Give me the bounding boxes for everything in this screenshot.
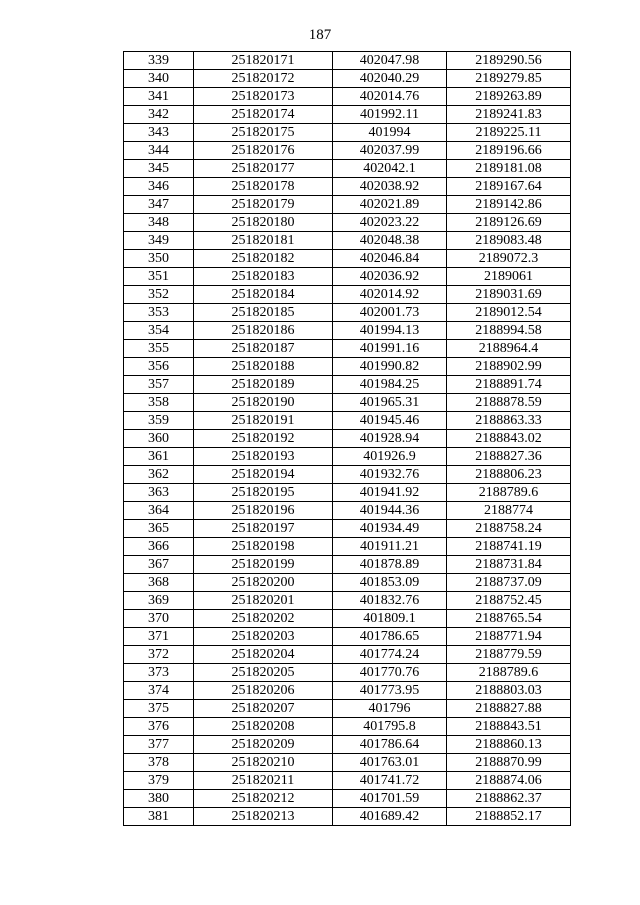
- table-row: [124, 700, 571, 718]
- cadastral-id-cell: 251820206: [194, 682, 333, 700]
- table-row: [124, 538, 571, 556]
- point-number-cell: 381: [124, 808, 194, 826]
- table-row: [124, 160, 571, 178]
- x-coordinate-cell: 401990.82: [333, 358, 447, 376]
- table-row: [124, 736, 571, 754]
- table-row: [124, 232, 571, 250]
- point-number-cell: 341: [124, 88, 194, 106]
- cadastral-id-cell: 251820197: [194, 520, 333, 538]
- y-coordinate-cell: 2188737.09: [447, 574, 571, 592]
- page-number: 187: [308, 27, 332, 43]
- x-coordinate-cell: 402014.92: [333, 286, 447, 304]
- y-coordinate-cell: 2188752.45: [447, 592, 571, 610]
- x-coordinate-cell: 401795.8: [333, 718, 447, 736]
- point-number-cell: 347: [124, 196, 194, 214]
- point-number-cell: 354: [124, 322, 194, 340]
- x-coordinate-cell: 401934.49: [333, 520, 447, 538]
- point-number-cell: 363: [124, 484, 194, 502]
- table-row: [124, 520, 571, 538]
- y-coordinate-cell: 2188806.23: [447, 466, 571, 484]
- x-coordinate-cell: 401763.01: [333, 754, 447, 772]
- point-number-cell: 352: [124, 286, 194, 304]
- table-row: [124, 268, 571, 286]
- y-coordinate-cell: 2188789.6: [447, 484, 571, 502]
- point-number-cell: 351: [124, 268, 194, 286]
- x-coordinate-cell: 401994.13: [333, 322, 447, 340]
- x-coordinate-cell: 402047.98: [333, 52, 447, 70]
- cadastral-id-cell: 251820180: [194, 214, 333, 232]
- x-coordinate-cell: 401741.72: [333, 772, 447, 790]
- table-row: [124, 682, 571, 700]
- point-number-cell: 368: [124, 574, 194, 592]
- point-number-cell: 379: [124, 772, 194, 790]
- x-coordinate-cell: 402037.99: [333, 142, 447, 160]
- y-coordinate-cell: 2188891.74: [447, 376, 571, 394]
- point-number-cell: 377: [124, 736, 194, 754]
- cadastral-id-cell: 251820209: [194, 736, 333, 754]
- cadastral-id-cell: 251820201: [194, 592, 333, 610]
- table-row: [124, 466, 571, 484]
- point-number-cell: 360: [124, 430, 194, 448]
- cadastral-id-cell: 251820179: [194, 196, 333, 214]
- point-number-cell: 346: [124, 178, 194, 196]
- table-row: [124, 664, 571, 682]
- point-number-cell: 359: [124, 412, 194, 430]
- x-coordinate-cell: 401926.9: [333, 448, 447, 466]
- y-coordinate-cell: 2188964.4: [447, 340, 571, 358]
- table-row: [124, 556, 571, 574]
- point-number-cell: 367: [124, 556, 194, 574]
- table-row: [124, 88, 571, 106]
- y-coordinate-cell: 2189196.66: [447, 142, 571, 160]
- table-row: [124, 394, 571, 412]
- cadastral-id-cell: 251820192: [194, 430, 333, 448]
- cadastral-id-cell: 251820203: [194, 628, 333, 646]
- table-row: [124, 376, 571, 394]
- cadastral-id-cell: 251820178: [194, 178, 333, 196]
- y-coordinate-cell: 2189072.3: [447, 250, 571, 268]
- x-coordinate-cell: 401991.16: [333, 340, 447, 358]
- cadastral-id-cell: 251820196: [194, 502, 333, 520]
- cadastral-id-cell: 251820213: [194, 808, 333, 826]
- cadastral-id-cell: 251820176: [194, 142, 333, 160]
- y-coordinate-cell: 2188771.94: [447, 628, 571, 646]
- x-coordinate-cell: 401786.65: [333, 628, 447, 646]
- cadastral-id-cell: 251820199: [194, 556, 333, 574]
- x-coordinate-cell: 401941.92: [333, 484, 447, 502]
- cadastral-id-cell: 251820185: [194, 304, 333, 322]
- point-number-cell: 365: [124, 520, 194, 538]
- table-row: [124, 790, 571, 808]
- point-number-cell: 361: [124, 448, 194, 466]
- x-coordinate-cell: 401796: [333, 700, 447, 718]
- x-coordinate-cell: 401878.89: [333, 556, 447, 574]
- x-coordinate-cell: 401853.09: [333, 574, 447, 592]
- point-number-cell: 343: [124, 124, 194, 142]
- point-number-cell: 357: [124, 376, 194, 394]
- y-coordinate-cell: 2189031.69: [447, 286, 571, 304]
- y-coordinate-cell: 2189279.85: [447, 70, 571, 88]
- y-coordinate-cell: 2188994.58: [447, 322, 571, 340]
- coordinates-table: [123, 51, 571, 826]
- y-coordinate-cell: 2188741.19: [447, 538, 571, 556]
- table-row: [124, 502, 571, 520]
- table-row: [124, 322, 571, 340]
- x-coordinate-cell: 402001.73: [333, 304, 447, 322]
- cadastral-id-cell: 251820211: [194, 772, 333, 790]
- x-coordinate-cell: 401774.24: [333, 646, 447, 664]
- x-coordinate-cell: 402048.38: [333, 232, 447, 250]
- cadastral-id-cell: 251820184: [194, 286, 333, 304]
- cadastral-id-cell: 251820172: [194, 70, 333, 88]
- x-coordinate-cell: 402042.1: [333, 160, 447, 178]
- point-number-cell: 348: [124, 214, 194, 232]
- table-row: [124, 808, 571, 826]
- point-number-cell: 371: [124, 628, 194, 646]
- cadastral-id-cell: 251820210: [194, 754, 333, 772]
- cadastral-id-cell: 251820207: [194, 700, 333, 718]
- table-row: [124, 358, 571, 376]
- y-coordinate-cell: 2189241.83: [447, 106, 571, 124]
- cadastral-id-cell: 251820205: [194, 664, 333, 682]
- x-coordinate-cell: 401984.25: [333, 376, 447, 394]
- x-coordinate-cell: 401832.76: [333, 592, 447, 610]
- table-row: [124, 142, 571, 160]
- y-coordinate-cell: 2188878.59: [447, 394, 571, 412]
- table-row: [124, 628, 571, 646]
- point-number-cell: 369: [124, 592, 194, 610]
- table-row: [124, 304, 571, 322]
- x-coordinate-cell: 401773.95: [333, 682, 447, 700]
- y-coordinate-cell: 2189012.54: [447, 304, 571, 322]
- y-coordinate-cell: 2188827.36: [447, 448, 571, 466]
- x-coordinate-cell: 401992.11: [333, 106, 447, 124]
- x-coordinate-cell: 401932.76: [333, 466, 447, 484]
- x-coordinate-cell: 401911.21: [333, 538, 447, 556]
- point-number-cell: 374: [124, 682, 194, 700]
- point-number-cell: 345: [124, 160, 194, 178]
- table-row: [124, 430, 571, 448]
- cadastral-id-cell: 251820195: [194, 484, 333, 502]
- x-coordinate-cell: 401944.36: [333, 502, 447, 520]
- point-number-cell: 355: [124, 340, 194, 358]
- point-number-cell: 356: [124, 358, 194, 376]
- table-row: [124, 412, 571, 430]
- x-coordinate-cell: 401786.64: [333, 736, 447, 754]
- x-coordinate-cell: 402046.84: [333, 250, 447, 268]
- point-number-cell: 344: [124, 142, 194, 160]
- y-coordinate-cell: 2188758.24: [447, 520, 571, 538]
- cadastral-id-cell: 251820173: [194, 88, 333, 106]
- point-number-cell: 373: [124, 664, 194, 682]
- table-row: [124, 754, 571, 772]
- table-row: [124, 448, 571, 466]
- table-row: [124, 106, 571, 124]
- table-row: [124, 772, 571, 790]
- cadastral-id-cell: 251820191: [194, 412, 333, 430]
- cadastral-id-cell: 251820202: [194, 610, 333, 628]
- y-coordinate-cell: 2189167.64: [447, 178, 571, 196]
- point-number-cell: 370: [124, 610, 194, 628]
- y-coordinate-cell: 2189181.08: [447, 160, 571, 178]
- y-coordinate-cell: 2188902.99: [447, 358, 571, 376]
- x-coordinate-cell: 401928.94: [333, 430, 447, 448]
- point-number-cell: 362: [124, 466, 194, 484]
- point-number-cell: 358: [124, 394, 194, 412]
- table-row: [124, 592, 571, 610]
- point-number-cell: 364: [124, 502, 194, 520]
- table-row: [124, 124, 571, 142]
- cadastral-id-cell: 251820208: [194, 718, 333, 736]
- x-coordinate-cell: 401701.59: [333, 790, 447, 808]
- table-row: [124, 70, 571, 88]
- x-coordinate-cell: 402023.22: [333, 214, 447, 232]
- table-row: [124, 214, 571, 232]
- point-number-cell: 350: [124, 250, 194, 268]
- table-row: [124, 52, 571, 70]
- y-coordinate-cell: 2189225.11: [447, 124, 571, 142]
- y-coordinate-cell: 2189126.69: [447, 214, 571, 232]
- cadastral-id-cell: 251820200: [194, 574, 333, 592]
- cadastral-id-cell: 251820212: [194, 790, 333, 808]
- y-coordinate-cell: 2188863.33: [447, 412, 571, 430]
- cadastral-id-cell: 251820190: [194, 394, 333, 412]
- table-row: [124, 196, 571, 214]
- point-number-cell: 353: [124, 304, 194, 322]
- cadastral-id-cell: 251820175: [194, 124, 333, 142]
- y-coordinate-cell: 2189142.86: [447, 196, 571, 214]
- y-coordinate-cell: 2188803.03: [447, 682, 571, 700]
- x-coordinate-cell: 402014.76: [333, 88, 447, 106]
- x-coordinate-cell: 402040.29: [333, 70, 447, 88]
- x-coordinate-cell: 401965.31: [333, 394, 447, 412]
- y-coordinate-cell: 2189290.56: [447, 52, 571, 70]
- y-coordinate-cell: 2189083.48: [447, 232, 571, 250]
- table-row: [124, 646, 571, 664]
- cadastral-id-cell: 251820183: [194, 268, 333, 286]
- table-row: [124, 610, 571, 628]
- y-coordinate-cell: 2188874.06: [447, 772, 571, 790]
- point-number-cell: 378: [124, 754, 194, 772]
- x-coordinate-cell: 401809.1: [333, 610, 447, 628]
- table-row: [124, 340, 571, 358]
- table-row: [124, 250, 571, 268]
- y-coordinate-cell: 2188827.88: [447, 700, 571, 718]
- table-row: [124, 286, 571, 304]
- point-number-cell: 366: [124, 538, 194, 556]
- y-coordinate-cell: 2188852.17: [447, 808, 571, 826]
- cadastral-id-cell: 251820189: [194, 376, 333, 394]
- cadastral-id-cell: 251820186: [194, 322, 333, 340]
- y-coordinate-cell: 2188843.02: [447, 430, 571, 448]
- cadastral-id-cell: 251820181: [194, 232, 333, 250]
- point-number-cell: 339: [124, 52, 194, 70]
- point-number-cell: 376: [124, 718, 194, 736]
- point-number-cell: 372: [124, 646, 194, 664]
- point-number-cell: 380: [124, 790, 194, 808]
- cadastral-id-cell: 251820198: [194, 538, 333, 556]
- y-coordinate-cell: 2188862.37: [447, 790, 571, 808]
- table-row: [124, 484, 571, 502]
- cadastral-id-cell: 251820177: [194, 160, 333, 178]
- y-coordinate-cell: 2188843.51: [447, 718, 571, 736]
- y-coordinate-cell: 2189061: [447, 268, 571, 286]
- y-coordinate-cell: 2188765.54: [447, 610, 571, 628]
- cadastral-id-cell: 251820182: [194, 250, 333, 268]
- x-coordinate-cell: 401994: [333, 124, 447, 142]
- y-coordinate-cell: 2188779.59: [447, 646, 571, 664]
- y-coordinate-cell: 2189263.89: [447, 88, 571, 106]
- cadastral-id-cell: 251820188: [194, 358, 333, 376]
- cadastral-id-cell: 251820204: [194, 646, 333, 664]
- table-row: [124, 574, 571, 592]
- point-number-cell: 340: [124, 70, 194, 88]
- y-coordinate-cell: 2188860.13: [447, 736, 571, 754]
- point-number-cell: 342: [124, 106, 194, 124]
- x-coordinate-cell: 401689.42: [333, 808, 447, 826]
- y-coordinate-cell: 2188774: [447, 502, 571, 520]
- table-row: [124, 178, 571, 196]
- cadastral-id-cell: 251820187: [194, 340, 333, 358]
- point-number-cell: 375: [124, 700, 194, 718]
- point-number-cell: 349: [124, 232, 194, 250]
- table-body: [124, 52, 571, 826]
- cadastral-id-cell: 251820194: [194, 466, 333, 484]
- cadastral-id-cell: 251820171: [194, 52, 333, 70]
- x-coordinate-cell: 402021.89: [333, 196, 447, 214]
- x-coordinate-cell: 402038.92: [333, 178, 447, 196]
- table-row: [124, 718, 571, 736]
- x-coordinate-cell: 402036.92: [333, 268, 447, 286]
- y-coordinate-cell: 2188731.84: [447, 556, 571, 574]
- y-coordinate-cell: 2188870.99: [447, 754, 571, 772]
- cadastral-id-cell: 251820174: [194, 106, 333, 124]
- x-coordinate-cell: 401770.76: [333, 664, 447, 682]
- x-coordinate-cell: 401945.46: [333, 412, 447, 430]
- y-coordinate-cell: 2188789.6: [447, 664, 571, 682]
- cadastral-id-cell: 251820193: [194, 448, 333, 466]
